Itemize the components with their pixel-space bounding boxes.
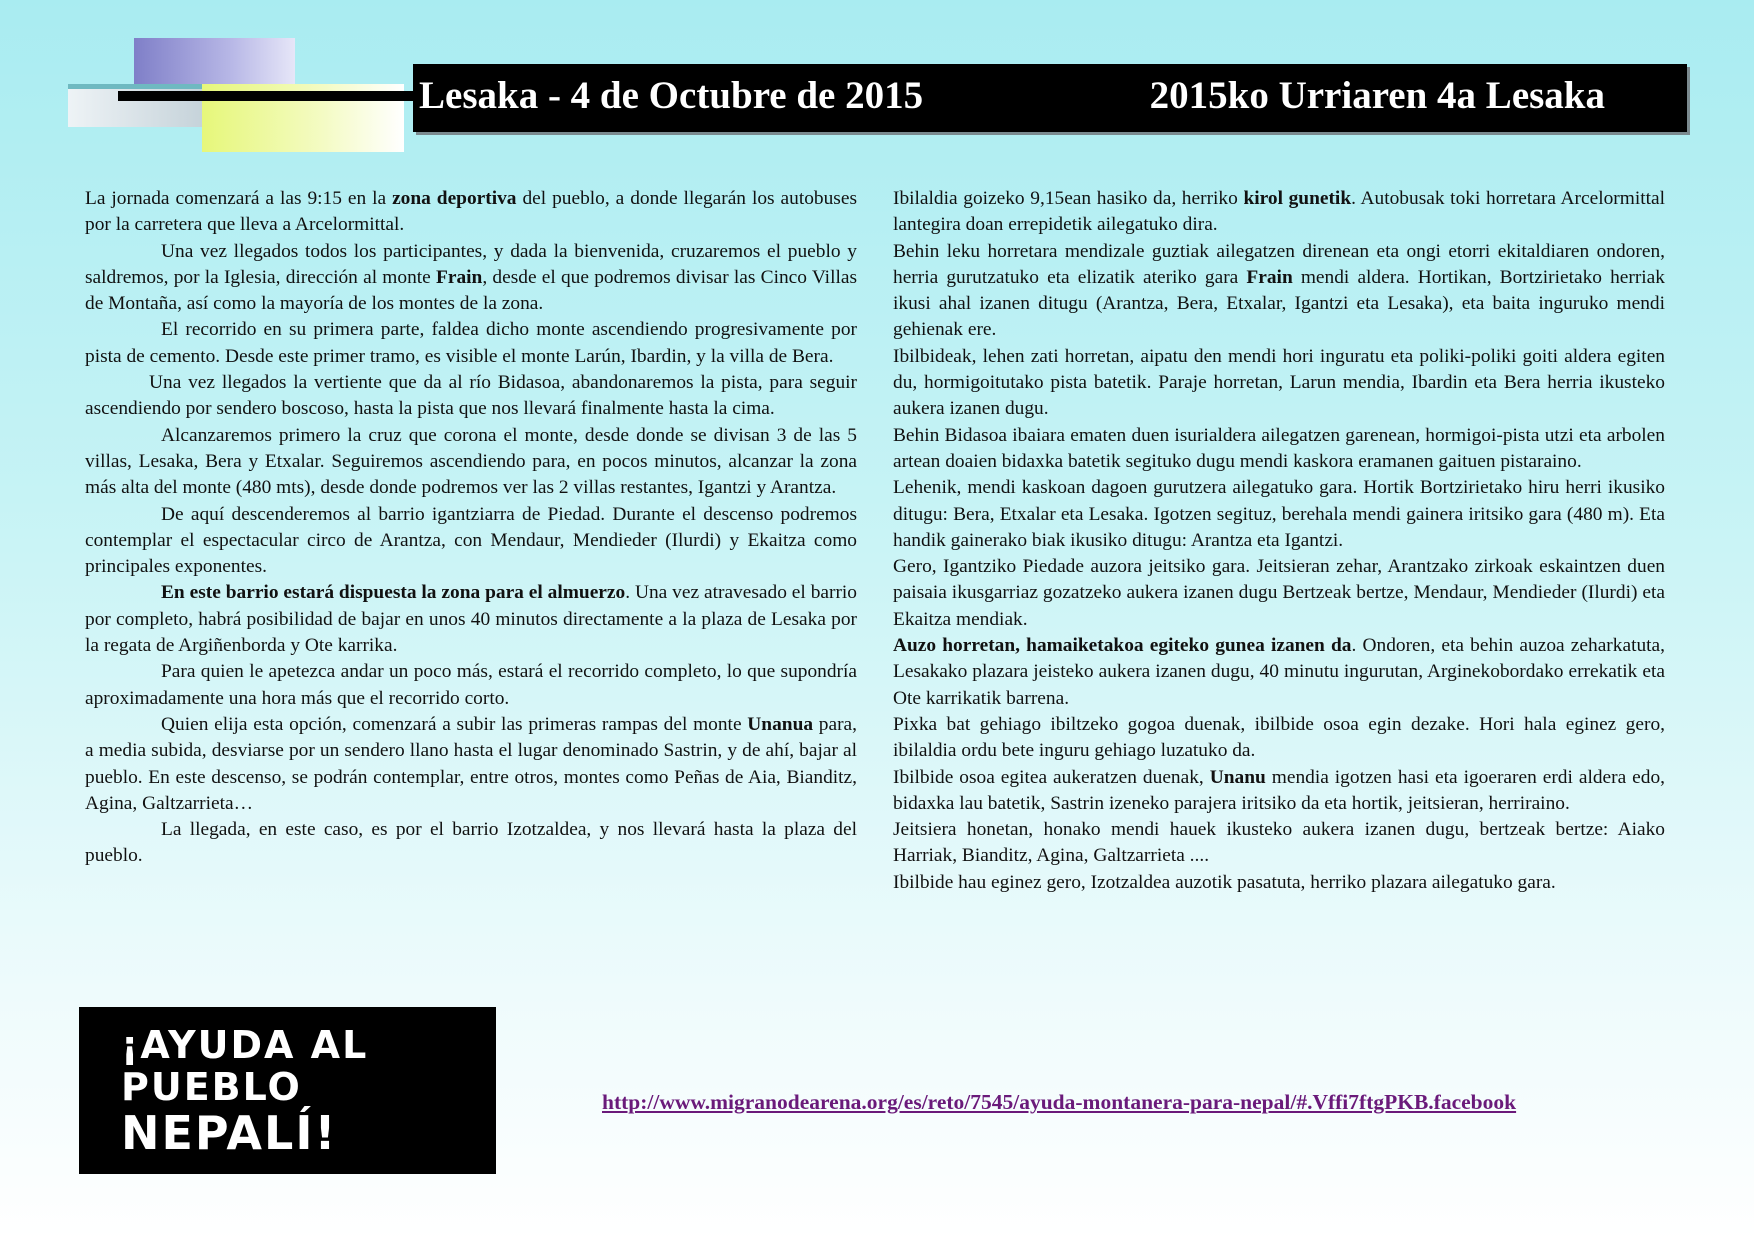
text-run: Behin Bidasoa ibaiara ematen duen isurialdera ailegatzen garenean, hormigoi-pista utzi eta arbolen artean doaien bidaxka batetik segituko dugu mendi kaskora eramanen gaituen pistaraino.: [893, 424, 1665, 472]
paragraph: [893, 423, 1665, 476]
banner-line-1: ¡AYUDA AL: [121, 1022, 369, 1067]
paragraph: [85, 370, 857, 423]
paragraph: [893, 475, 1665, 554]
paragraph: [85, 317, 857, 370]
paragraph: [85, 239, 857, 318]
text-run: El recorrido en su primera parte, faldea dicho monte ascendiendo progresivamente por pista de cemento. Desde este primer tramo, es visible el monte Larún, Ibardin, y la villa de Bera.: [85, 319, 857, 367]
bold-text: Frain: [1246, 266, 1293, 288]
paragraph: [893, 870, 1665, 896]
text-run: del pueblo, a donde llegarán los autobuses por la carretera que lleva a Arcelormittal.: [85, 188, 857, 236]
text-run: La llegada, en este caso, es por el barrio Izotzaldea, y nos llevará hasta la plaza del pueblo.: [85, 819, 857, 867]
bold-text: zona deportiva: [392, 188, 517, 209]
bold-text: En este barrio estará dispuesta la zona para el almuerzo: [161, 582, 626, 604]
spanish-text-column: [85, 186, 857, 870]
text-run: Ibilbide hau eginez gero, Izotzaldea auzotik pasatuta, herriko plazara ailegatuko gara.: [893, 871, 1556, 893]
nepal-aid-banner: [79, 1007, 496, 1174]
text-run: Jeitsiera honetan, honako mendi hauek ikusteko aukera izanen dugu, bertzeak bertze: Aiako Harriak, Bianditz, Agina, Galtzarrieta ....: [893, 819, 1665, 867]
text-run: La jornada comenzará a las 9:15 en la: [85, 188, 393, 209]
paragraph: [893, 239, 1665, 344]
text-run: Behin leku horretara mendizale guztiak ailegatzen direnean eta ongi etorri ekitaldiaren ondoren, herria gurutzatuko eta elizatik ateriko gara: [893, 240, 1665, 288]
fundraising-link[interactable]: http://www.migranodearena.org/es/reto/7545/ayuda-montanera-para-nepal/#.Vffi7ftgPKB.facebook: [602, 1090, 1517, 1114]
text-run: Alcanzaremos primero la cruz que corona el monte, desde donde se divisan 3 de las 5 villas, Lesaka, Bera y Etxalar. Seguiremos ascendiendo para, en pocos minutos, alcanzar la zona más alta del monte (480 mts), desde donde podremos ver las 2 villas restantes, Igantzi y Arantza.: [85, 424, 857, 499]
banner-line-3: NEPALÍ!: [121, 1105, 338, 1160]
text-run: De aquí descenderemos al barrio igantziarra de Piedad. Durante el descenso podremos contemplar el espectacular circo de Arantza, con Mendaur, Mendieder (Ilurdi) y Ekaitza como principales exponentes.: [85, 503, 857, 578]
text-run: Para quien le apetezca andar un poco más, estará el recorrido completo, lo que supondría aproximadamente una hora más que el recorrido corto.: [85, 661, 857, 709]
title-spanish: Lesaka - 4 de Octubre de 2015: [419, 74, 924, 117]
paragraph: [85, 712, 857, 817]
paragraph: [893, 186, 1665, 239]
text-run: Pixka bat gehiago ibiltzeko gogoa duenak, ibilbide osoa egin dezake. Hori hala eginez gero, ibilaldia ordu bete inguru gehiago luzatuko da.: [893, 713, 1665, 762]
title-basque: 2015ko Urriaren 4a Lesaka: [1149, 74, 1605, 117]
text-run: , desde el que podremos divisar las Cinco Villas de Montaña, así como la mayoría de los montes de la zona.: [85, 266, 857, 315]
paragraph: [85, 580, 857, 659]
text-run: . Una vez atravesado el barrio por completo, habrá posibilidad de bajar en unos 40 minutos directamente a la plaza de Lesaka por la regata de Argiñenborda y Ote karrika.: [85, 582, 857, 657]
bold-text: Frain: [436, 266, 483, 288]
paragraph: [893, 554, 1665, 633]
text-run: Gero, Igantziko Piedade auzora jeitsiko gara. Jeitsieran zehar, Arantzako zirkoak eskaintzen duen paisaia ikusgarriaz gozatzeko aukera izanen dugu Bertzeak bertze, Mendaur, Mendieder (Ilurdi) eta Ekaitza mendiak.: [893, 556, 1665, 630]
text-run: Ibilbideak, lehen zati horretan, aipatu den mendi hori inguratu eta poliki-poliki goiti aldera egiten du, hormigoitutako pista batetik. Paraje horretan, Larun mendia, Ibardin eta Bera herria ikusteko aukera izanen dugu.: [893, 345, 1665, 420]
text-run: Una vez llegados todos los participantes, y dada la bienvenida, cruzaremos el pueblo y saldremos, por la Iglesia, dirección al monte: [85, 240, 857, 288]
bold-text: kirol gunetik: [1243, 188, 1352, 209]
title-bar: [413, 64, 1687, 132]
text-run: Quien elija esta opción, comenzará a subir las primeras rampas del monte: [161, 713, 748, 735]
paragraph: [85, 659, 857, 712]
decor-black-line: [118, 91, 418, 101]
bold-text: Auzo horretan, hamaiketakoa egiteko gunea izanen da: [893, 635, 1352, 657]
text-run: Ibilaldia goizeko 9,15ean hasiko da, herriko: [893, 188, 1244, 209]
paragraph: [85, 817, 857, 870]
paragraph: [893, 712, 1665, 765]
text-run: Una vez llegados la vertiente que da al río Bidasoa, abandonaremos la pista, para seguir ascendiendo por sendero boscoso, hasta la pista que nos llevará finalmente hasta la cima.: [85, 372, 857, 420]
basque-text-column: [893, 186, 1665, 896]
decor-teal-strip: [68, 84, 202, 89]
paragraph: [85, 423, 857, 502]
bold-text: Unanu: [1209, 766, 1266, 788]
paragraph: [893, 817, 1665, 870]
banner-line-2: PUEBLO: [121, 1064, 302, 1109]
paragraph: [893, 344, 1665, 423]
text-run: para, a media subida, desviarse por un sendero llano hasta el lugar denominado Sastrin, y de ahí, bajar al pueblo. En este descenso, se podrán contemplar, entre otros, montes como Peñas de Aia, Bianditz, Agina, Galtzarrieta…: [85, 713, 857, 814]
bold-text: Unanua: [747, 713, 814, 735]
text-run: mendi aldera. Hortikan, Bortzirietako herriak ikusi ahal izanen ditugu (Arantza, Bera, Etxalar, Igantzi eta Lesaka), eta baita inguruko mendi gehienak ere.: [893, 266, 1665, 341]
paragraph: [893, 765, 1665, 818]
paragraph: [893, 633, 1665, 712]
text-run: . Autobusak toki horretara Arcelormittal lantegira doan errepidetik ailegatuko dira.: [893, 188, 1665, 236]
text-run: Lehenik, mendi kaskoan dagoen gurutzera ailegatuko gara. Hortik Bortzirietako hiru herri ikusiko ditugu: Bera, Etxalar eta Lesaka. Igotzen segituz, berehala mendi gainera iritsiko gara (480 m). Eta handik gainerako biak ikusiko ditugu: Arantza eta Igantzi.: [893, 477, 1665, 551]
text-run: Ibilbide osoa egitea aukeratzen duenak,: [893, 766, 1210, 788]
text-run: mendia igotzen hasi eta igoeraren erdi aldera edo, bidaxka lau batetik, Sastrin izeneko parajera iritsiko da eta hortik, jeitsieran, herriraino.: [893, 766, 1665, 814]
paragraph: [85, 186, 857, 239]
paragraph: [85, 502, 857, 581]
text-run: . Ondoren, eta behin auzoa zeharkatuta, Lesakako plazara jeisteko aukera izanen dugu, 40 minutu ingurutan, Arginekobordako errekatik eta Ote karrikatik barrena.: [893, 635, 1665, 709]
